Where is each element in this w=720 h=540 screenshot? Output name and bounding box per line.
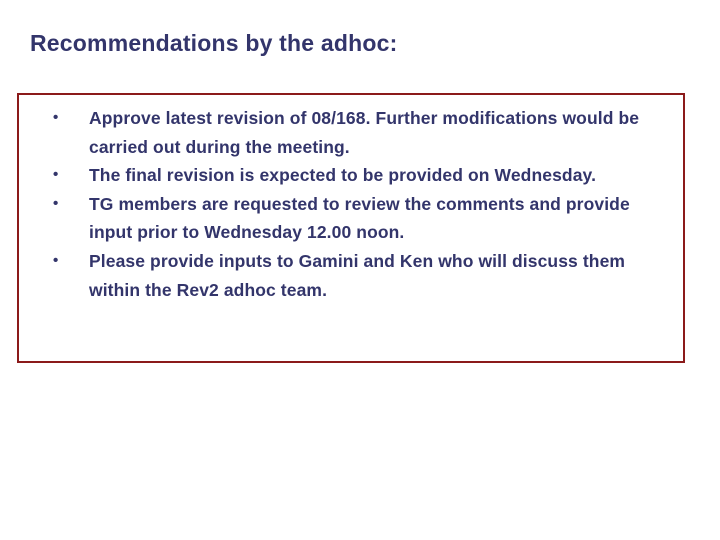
bullet-icon: • <box>53 194 59 212</box>
list-item <box>25 190 677 247</box>
page-title: Recommendations by the adhoc: <box>30 30 398 56</box>
bullet-icon: • <box>53 109 59 126</box>
bullet-icon: • <box>53 166 59 184</box>
list-item-text: Approve latest revision of 08/168. Further modifications would be carried out during the meeting. <box>89 108 640 157</box>
list-item <box>25 247 677 304</box>
list-item-text: TG members are requested to review the comments and provide input prior to Wednesday 12.00 noon. <box>89 193 630 243</box>
recommendations-list <box>19 95 683 304</box>
list-item <box>25 161 677 190</box>
list-item-text: The final revision is expected to be provided on Wednesday. <box>89 165 597 186</box>
list-item-text: Please provide inputs to Gamini and Ken who will discuss them within the Rev2 adhoc team. <box>89 250 626 300</box>
bullet-icon: • <box>53 251 59 269</box>
list-item <box>25 104 677 161</box>
recommendations-box <box>17 93 685 363</box>
